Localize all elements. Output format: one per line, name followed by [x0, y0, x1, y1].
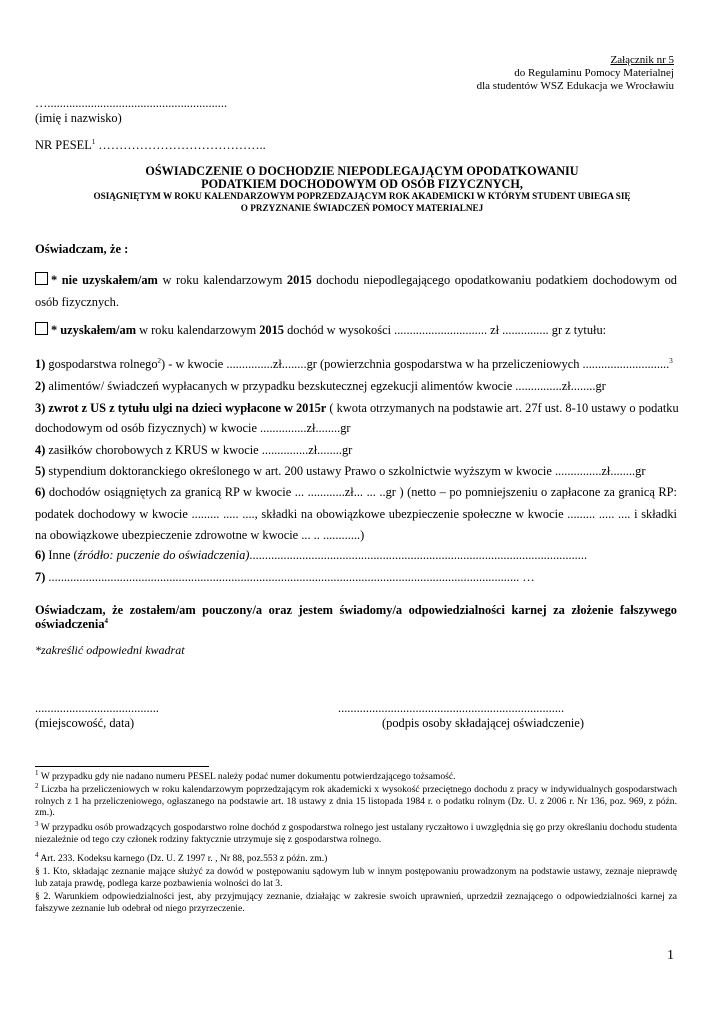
name-dots: ….......................................................... [35, 96, 228, 110]
document-title [0, 165, 724, 214]
footnote-separator [35, 766, 209, 767]
place-date-field[interactable] [35, 701, 159, 731]
footnote-3-number: 3 [35, 819, 39, 828]
option2-text-a: w roku kalendarzowym [136, 323, 260, 337]
footnote-1 [35, 768, 677, 783]
footnote-2-text: Liczba ha przeliczeniowych w roku kalendarzowym poprzedzającym rok akademicki x wysokość przeciętnego dochodu z pracy w indywidualnych gospodarstwach rolnych z 1 ha przeliczeniowego, ogłaszanego na podstawie art. 18 ustawy z dnia 15 listopada 1984 r. o podatku rolnym (Dz. U. z 2006 r. Nr 136, poz. 969, z późn. zm.). [35, 784, 677, 819]
checkbox-received[interactable] [35, 322, 48, 335]
page-number: 1 [667, 948, 674, 963]
pesel-field[interactable] [35, 138, 266, 153]
income-item-3-cont: dochodowym od osób fizycznych) w kwocie ...............zł........gr [35, 421, 351, 435]
place-date-dots: ........................................ [35, 701, 159, 715]
option1-year: 2015 [286, 273, 312, 287]
attachment-number: Załącznik nr 5 [610, 54, 674, 66]
item-1-text-a: gospodarstwa rolnego [45, 357, 158, 371]
income-item-6-other [35, 548, 677, 563]
item-5-number: 5) [35, 464, 46, 478]
instruction-note: *zakreślić odpowiedni kwadrat [35, 643, 185, 657]
title-line-4: O PRZYZNANIE ŚWIADCZEŃ POMOCY MATERIALNEJ [240, 202, 484, 213]
attachment-header [477, 54, 674, 93]
income-item-3 [35, 401, 677, 416]
footnote-4-text: Art. 233. Kodeksu karnego (Dz. U. Z 1997 r. , Nr 88, poz.553 z późn. zm.) [38, 853, 328, 864]
option2-text-b: dochód w wysokości .............................. zł ............... gr z tytułu: [283, 323, 607, 337]
option1-bold: * nie uzyskałem/am [51, 273, 158, 287]
footnote-2-number: 2 [35, 781, 39, 790]
footnote-1-number: 1 [35, 768, 39, 777]
pesel-dots: ………………………………….. [98, 138, 266, 152]
footnote-4 [35, 850, 677, 865]
item-6-text: dochodów osiągniętych za granicą RP w kwocie ... ............zł... ... ..gr ) (netto – po pomniejszeniu o zapłacone za granicą RP: podatek dochodowy w kwocie ......... ..... ...., składki na obowiązkowe ubezpieczenie społeczne w kwocie ......... ..... .... i składki na obowiązkowe ubezpieczenie zdrowotne w kwocie ... .. ............) [35, 485, 677, 542]
item-2-text: alimentów/ świadczeń wypłacanych w przypadku bezskutecznej egzekucji alimentów kwocie ...............zł........gr [45, 379, 606, 393]
checkbox-not-received[interactable] [35, 272, 48, 285]
income-item-4 [35, 443, 677, 458]
item-5-text: stypendium doktoranckiego określonego w art. 200 ustawy Prawo o szkolnictwie wyższym w kwocie ...............zł........gr [45, 464, 646, 478]
title-line-2: PODATKIEM DOCHODOWYM OD OSÓB FIZYCZNYCH, [201, 177, 523, 191]
statement-text: Oświadczam, że zostałem/am pouczony/a oraz jestem świadomy/a odpowiedzialności karnej za złożenie fałszywego oświadczenia [35, 603, 677, 631]
item-6b-dots: ............................................................................................................. [249, 548, 588, 562]
footnote-2 [35, 781, 677, 819]
option-received [35, 320, 677, 342]
item-6b-text-a: Inne ( [45, 548, 78, 562]
income-item-6 [35, 482, 677, 547]
item-4-text: zasiłków chorobowych z KRUS w kwocie ...............zł........gr [45, 443, 353, 457]
footnote-3 [35, 819, 677, 845]
footnote-4-number: 4 [35, 850, 39, 859]
item-6b-italic: źródło: puczenie do oświadczenia) [77, 548, 250, 562]
item-6b-number: 6) [35, 548, 46, 562]
footnote-4-paragraph-2: § 2. Warunkiem odpowiedzialności jest, aby przyjmujący zeznanie, działając w zakresie swoich uprawnień, uprzedził zeznającego o odpowiedzialności karnej za fałszywe zeznanie lub odebrał od niego przyrzeczenie. [35, 891, 677, 914]
item-1-text-b: ) - w kwocie ...............zł........gr (powierzchnia gospodarstwa w ha przeliczeniowych ............................ [161, 357, 670, 371]
name-label: (imię i nazwisko) [35, 111, 122, 125]
income-item-7 [35, 570, 677, 585]
title-line-1: OŚWIADCZENIE O DOCHODZIE NIEPODLEGAJĄCYM OPODATKOWANIU [145, 164, 579, 178]
item-6-number: 6) [35, 485, 46, 499]
signature-dots: ......................................................................... [338, 701, 565, 715]
option2-bold: * uzyskałem/am [51, 323, 137, 337]
income-item-1 [35, 357, 677, 372]
option-not-received [35, 270, 677, 313]
attachment-recipients: dla studentów WSZ Edukacja we Wrocławiu [476, 80, 674, 92]
option1-text-b: dochodu niepodlegającego opodatkowaniu podatkiem dochodowym od osób fizycznych. [35, 273, 677, 309]
signature-label: (podpis osoby składającej oświadczenie) [382, 716, 584, 730]
item-4-number: 4) [35, 443, 46, 457]
pesel-label: NR PESEL [35, 138, 92, 152]
footnote-ref-4: 4 [104, 616, 109, 625]
item-3-bold: 3) zwrot z US z tytułu ulgi na dzieci wypłacone w 2015r [35, 401, 327, 415]
income-item-5 [35, 464, 677, 479]
option1-text-a: w roku kalendarzowym [157, 273, 287, 287]
item-1-number: 1) [35, 357, 46, 371]
item-7-dots: ........................................................................................................................................................ … [45, 570, 535, 584]
signature-field[interactable] [338, 701, 584, 731]
footnote-1-text: W przypadku gdy nie nadano numeru PESEL należy podać numer dokumentu potwierdzającego tożsamość. [38, 771, 456, 782]
name-field[interactable] [35, 96, 227, 126]
place-date-label: (miejscowość, data) [35, 716, 135, 730]
liability-statement [35, 603, 677, 631]
attachment-regulation: do Regulaminu Pomocy Materialnej [514, 67, 674, 79]
option2-year: 2015 [259, 323, 284, 337]
item-3-text-a: ( kwota otrzymanych na podstawie art. 27f ust. 8-10 ustawy o podatku [326, 401, 679, 415]
item-2-number: 2) [35, 379, 46, 393]
income-item-2 [35, 379, 677, 394]
item-7-number: 7) [35, 570, 46, 584]
footnote-ref-1: 1 [91, 137, 96, 146]
footnote-4-paragraph-1: § 1. Kto, składając zeznanie mające służyć za dowód w postępowaniu sądowym lub w innym postępowaniu prowadzonym na podstawie ustawy, zeznaje nieprawdę lub zataja prawdę, podlega karze pozbawienia wolności do lat 3. [35, 866, 677, 889]
declaration-heading: Oświadczam, że : [35, 242, 129, 256]
title-line-3: OSIĄGNIĘTYM W ROKU KALENDARZOWYM POPRZEDZAJĄCYM ROK AKADEMICKI W KTÓRYM STUDENT UBIEGA SIĘ [93, 191, 631, 201]
footnote-ref-2: 2 [157, 356, 162, 365]
footnote-3-text: W przypadku osób prowadzących gospodarstwo rolne dochód z gospodarstwa rolnego jest ustalany ryczałtowo i uwzględnia się go przy określaniu dochodu studenta niezależnie od tego czy członek rodziny faktycznie utrzymuje się z gospodarstwa rolnego. [35, 822, 677, 845]
footnote-ref-3: 3 [669, 356, 673, 365]
